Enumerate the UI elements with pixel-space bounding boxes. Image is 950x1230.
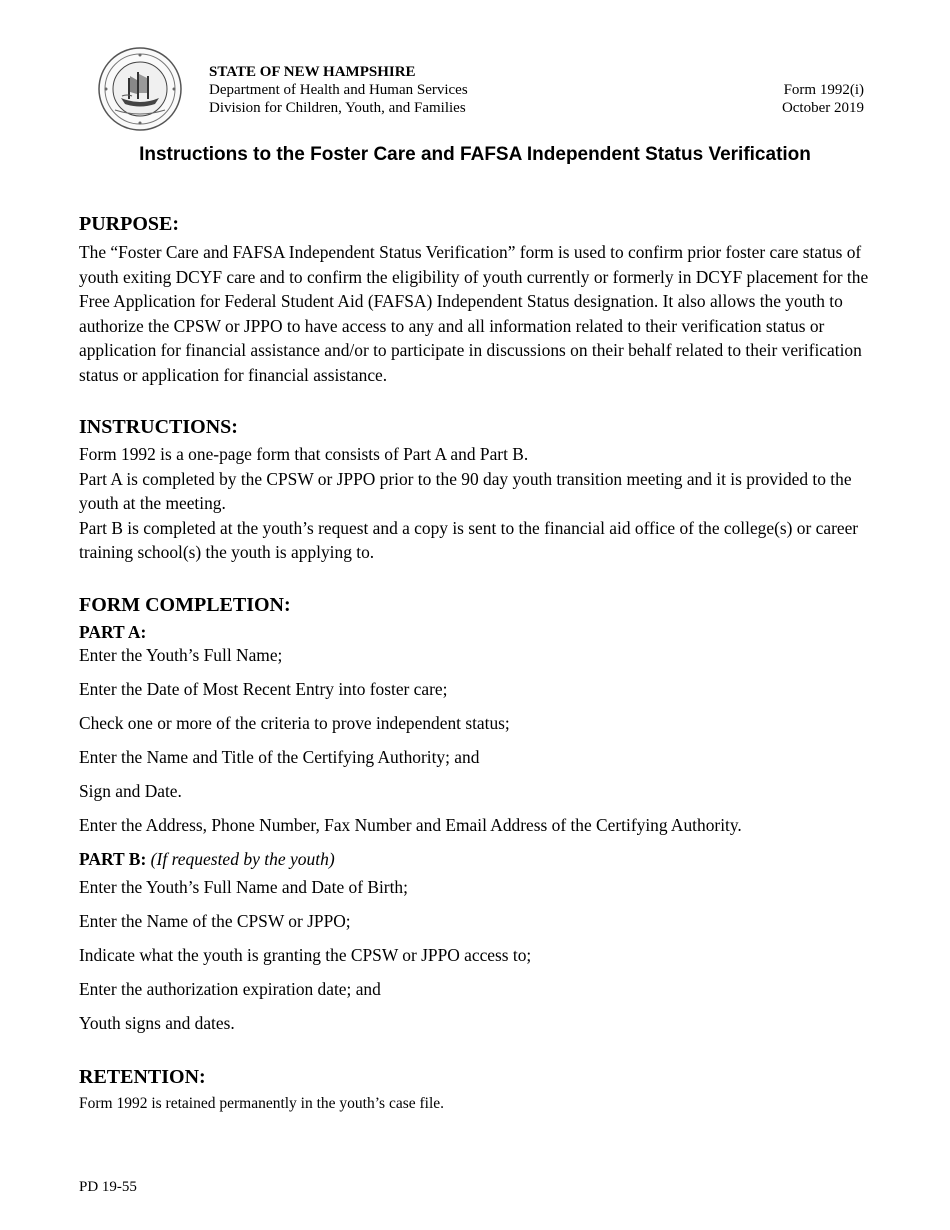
retention-text: Form 1992 is retained permanently in the youth’s case file.: [79, 1095, 445, 1112]
purpose-paragraph: The “Foster Care and FAFSA Independent Status Verification” form is used to confirm prior foster care status of youth exiting DCYF care and to confirm the eligibility of youth currently or formerly in DCYF placement for the Free Application for Federal Student Aid (FAFSA) Independent Status designation. It also allows the youth to authorize the CPSW or JPPO to have access to any and all information related to their verification status or application for financial assistance and/or to participate in discussions on their behalf related to their verification status or application for financial assistance.: [79, 242, 869, 385]
document-title: Instructions to the Foster Care and FAFSA Independent Status Verification: [139, 144, 811, 165]
part-a-item-6: Enter the Address, Phone Number, Fax Number and Email Address of the Certifying Authority.: [79, 815, 742, 835]
state-name: STATE OF NEW HAMPSHIRE: [209, 64, 416, 80]
part-a-item-4: Enter the Name and Title of the Certifying Authority; and: [79, 747, 480, 767]
part-a-item-3: Check one or more of the criteria to prove independent status;: [79, 713, 510, 733]
part-b-item-3: Indicate what the youth is granting the CPSW or JPPO access to;: [79, 945, 532, 965]
instructions-text: [79, 442, 874, 565]
part-a-heading: PART A:: [79, 622, 147, 642]
part-a-item-5: Sign and Date.: [79, 781, 182, 801]
part-b-note: (If requested by the youth): [150, 849, 335, 869]
retention-heading: RETENTION:: [79, 1066, 206, 1088]
part-a-item-2: Enter the Date of Most Recent Entry into foster care;: [79, 679, 448, 699]
form-completion-heading: FORM COMPLETION:: [79, 594, 291, 616]
instructions-heading: INSTRUCTIONS:: [79, 416, 238, 438]
purpose-text: [79, 240, 874, 387]
form-date: October 2019: [781, 100, 864, 116]
part-b-item-2: Enter the Name of the CPSW or JPPO;: [79, 911, 351, 931]
agency-header: [209, 63, 468, 117]
footer-code: PD 19-55: [79, 1179, 137, 1195]
part-b-item-5: Youth signs and dates.: [79, 1013, 235, 1033]
part-b-heading: [79, 849, 335, 870]
division-name: Division for Children, Youth, and Families: [209, 100, 466, 116]
department-name: Department of Health and Human Services: [209, 82, 468, 98]
form-number: Form 1992(i): [783, 82, 864, 98]
part-b-label: PART B:: [79, 849, 147, 869]
part-b-item-4: Enter the authorization expiration date; and: [79, 979, 381, 999]
purpose-heading: PURPOSE:: [79, 213, 179, 235]
instructions-paragraph-3: Part B is completed at the youth’s request and a copy is sent to the financial aid office of the college(s) or career training school(s) the youth is applying to.: [79, 517, 859, 562]
form-id-block: [782, 81, 864, 117]
part-a-item-1: Enter the Youth’s Full Name;: [79, 645, 283, 665]
part-b-item-1: Enter the Youth’s Full Name and Date of Birth;: [79, 877, 408, 897]
instructions-paragraph-1: Form 1992 is a one-page form that consists of Part A and Part B.: [79, 444, 529, 464]
instructions-paragraph-2: Part A is completed by the CPSW or JPPO prior to the 90 day youth transition meeting and it is provided to the youth at the meeting.: [79, 468, 852, 513]
new-hampshire-state-seal-icon: [97, 46, 183, 132]
